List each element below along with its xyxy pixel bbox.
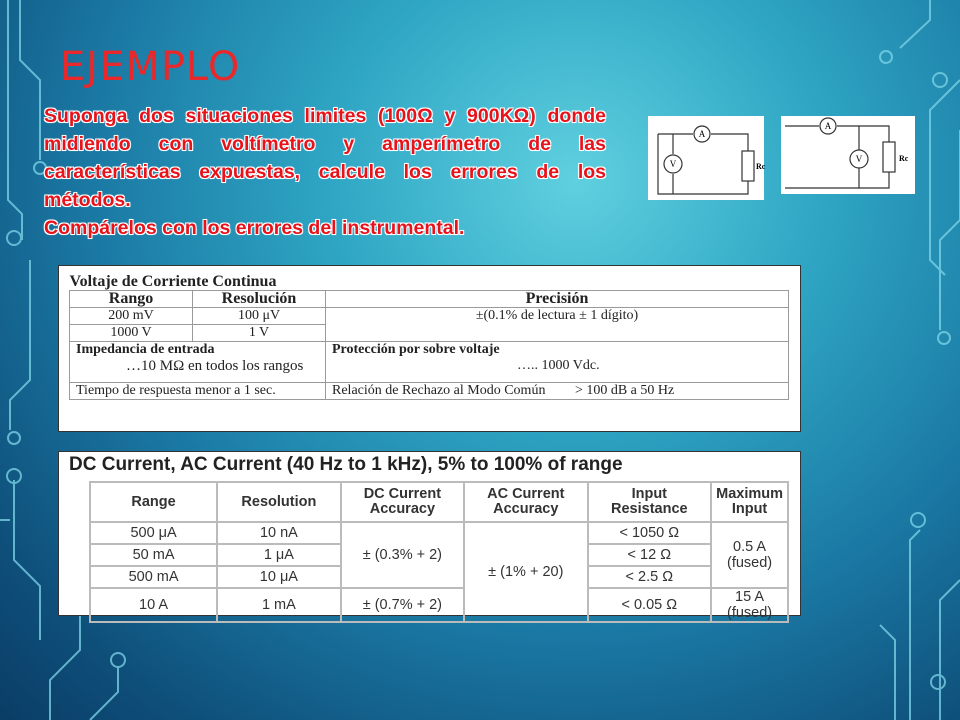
voltmeter-label-right: V — [855, 154, 863, 164]
precision-cell: ±(0.1% de lectura ± 1 dígito) — [326, 308, 789, 342]
resistance-cell: < 2.5 Ω — [588, 566, 712, 588]
range-cell: 500 μA — [90, 522, 217, 544]
dc-accuracy-cell: ± (0.7% + 2) — [341, 588, 464, 622]
resistance-cell: < 1050 Ω — [588, 522, 712, 544]
header-maximum-input: Maximum Input — [711, 482, 788, 522]
circuit-schematic-left — [648, 116, 764, 200]
rejection-value: > 100 dB a 50 Hz — [574, 383, 675, 398]
range-cell: 200 mV — [70, 308, 193, 325]
current-table-caption: DC Current, AC Current (40 Hz to 1 kHz), 5% to 100% of range — [69, 454, 623, 475]
max-input-cell: 15 A (fused) — [711, 588, 788, 622]
resistor-label-right: Rc — [899, 154, 909, 163]
range-cell: 50 mA — [90, 544, 217, 566]
table-row — [90, 522, 788, 544]
protection-label: Protección por sobre voltaje — [332, 342, 500, 357]
protection-cell — [326, 342, 789, 383]
circuit-schematic-right — [781, 116, 915, 194]
dc-voltage-caption: Voltaje de Corriente Continua — [69, 273, 277, 290]
ammeter-label-left: A — [698, 129, 706, 139]
table-row — [70, 383, 789, 400]
problem-statement — [44, 102, 606, 242]
header-rango: Rango — [70, 291, 193, 308]
circuit-diagram-left — [648, 116, 764, 200]
compare-text: Compárelos con los errores del instrumental. — [44, 217, 465, 239]
dc-voltage-spec-table — [58, 265, 801, 432]
resolution-cell: 10 μA — [217, 566, 341, 588]
table-row — [90, 588, 788, 622]
rejection-label: Relación de Rechazo al Modo Común — [332, 383, 546, 398]
resistor-label-left: Rc — [756, 162, 766, 171]
resolution-cell: 100 μV — [193, 308, 326, 325]
resistance-cell: < 12 Ω — [588, 544, 712, 566]
table-row — [70, 308, 789, 325]
header-resolucion: Resolución — [193, 291, 326, 308]
resolution-cell: 1 μA — [217, 544, 341, 566]
resistance-cell: < 0.05 Ω — [588, 588, 712, 622]
range-cell: 10 A — [90, 588, 217, 622]
dc-accuracy-cell: ± (0.3% + 2) — [341, 522, 464, 588]
impedance-cell — [70, 342, 326, 383]
resolution-cell: 1 mA — [217, 588, 341, 622]
protection-value: ….. 1000 Vdc. — [517, 358, 600, 373]
resolution-cell: 1 V — [193, 325, 326, 342]
range-cell: 500 mA — [90, 566, 217, 588]
table-header-row — [90, 482, 788, 522]
ammeter-label-right: A — [824, 121, 832, 131]
rejection-cell — [326, 383, 789, 400]
impedance-label: Impedancia de entrada — [76, 342, 215, 357]
header-input-resistance: Input Resistance — [588, 482, 712, 522]
table-row — [70, 342, 789, 383]
response-time-cell: Tiempo de respuesta menor a 1 sec. — [70, 383, 326, 400]
resolution-cell: 10 nA — [217, 522, 341, 544]
header-ac-accuracy: AC Current Accuracy — [464, 482, 587, 522]
max-input-cell: 0.5 A (fused) — [711, 522, 788, 588]
ac-accuracy-cell: ± (1% + 20) — [464, 522, 587, 622]
slide-title: EJEMPLO — [60, 44, 241, 90]
header-resolution: Resolution — [217, 482, 341, 522]
dc-voltage-table — [69, 274, 789, 400]
circuit-diagram-right — [781, 116, 915, 194]
current-table — [89, 481, 789, 623]
table-header-row — [70, 291, 789, 308]
header-dc-accuracy: DC Current Accuracy — [341, 482, 464, 522]
range-cell: 1000 V — [70, 325, 193, 342]
impedance-value: …10 MΩ en todos los rangos — [126, 358, 304, 374]
voltmeter-label-left: V — [669, 159, 677, 169]
header-range: Range — [90, 482, 217, 522]
problem-text: Suponga dos situaciones limites (100Ω y 900KΩ) donde midiendo con voltímetro y amperímetro de las características expuestas, calcule los errores de los métodos. — [44, 105, 606, 211]
header-precision: Precisión — [326, 291, 789, 308]
current-spec-table — [58, 451, 801, 621]
